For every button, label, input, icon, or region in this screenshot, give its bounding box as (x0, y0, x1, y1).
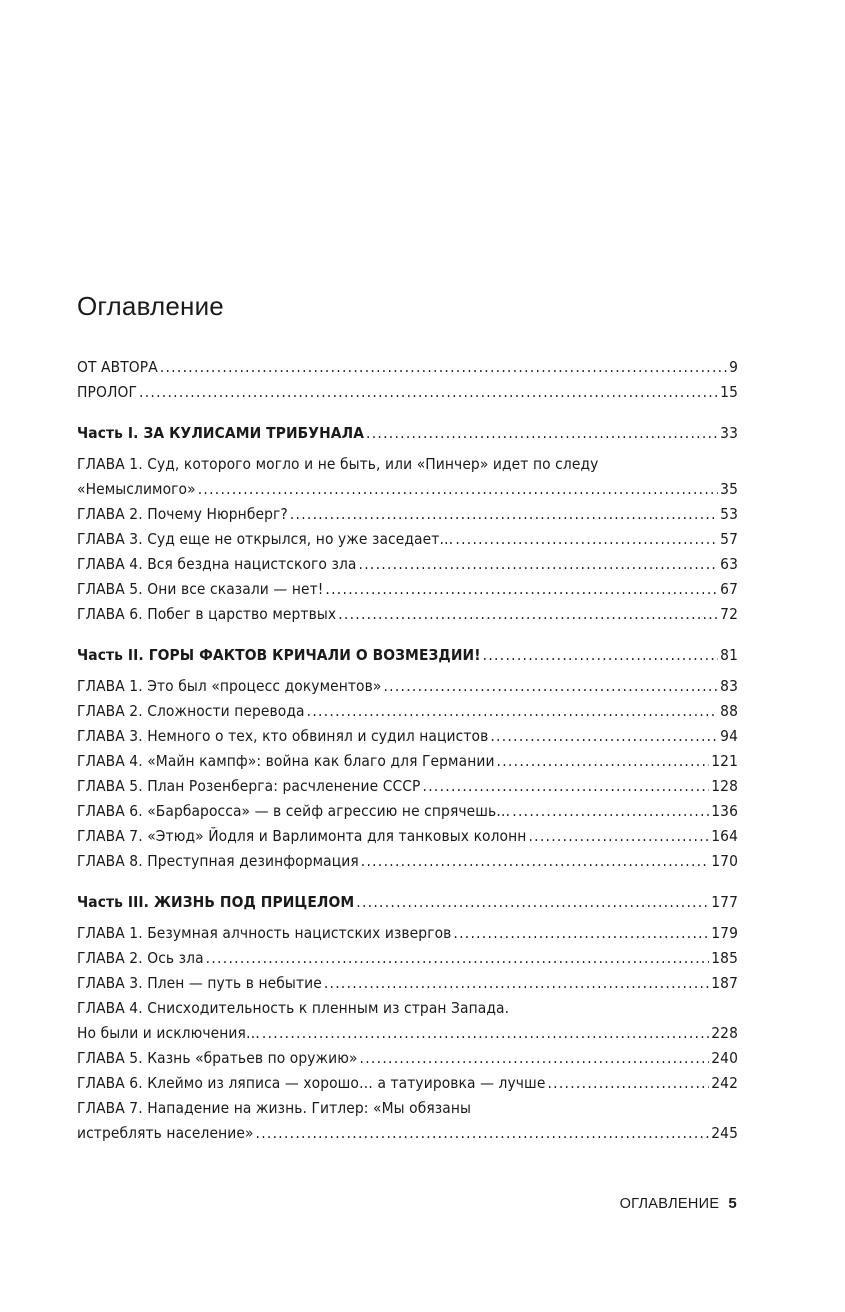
toc-chapter-title: ГЛАВА 7. «Этюд» Йодля и Варлимонта для танковых колонн (77, 827, 527, 845)
toc-chapter[interactable] (77, 577, 738, 602)
toc-chapter-title: ГЛАВА 8. Преступная дезинформация (77, 852, 359, 870)
dot-leader (528, 824, 709, 849)
toc-part-3[interactable] (77, 890, 738, 915)
toc-chapter-page: 67 (720, 580, 738, 598)
toc-chapter-page: 136 (711, 802, 738, 820)
toc-chapter-page: 53 (720, 505, 738, 523)
dot-leader (547, 1071, 709, 1096)
toc-chapter-title: ГЛАВА 4. Вся бездна нацистского зла (77, 555, 357, 573)
dot-leader (383, 674, 718, 699)
toc-chapter-title: ГЛАВА 3. Немного о тех, кто обвинял и судил нацистов (77, 727, 489, 745)
toc-chapter[interactable] (77, 971, 738, 996)
toc-chapter[interactable] (77, 921, 738, 946)
toc-chapter-title: ГЛАВА 6. Клеймо из ляписа — хорошо… а татуировка — лучше (77, 1074, 546, 1092)
toc-entry-title: ОТ АВТОРА (77, 358, 158, 376)
toc-chapter-page: 187 (711, 974, 738, 992)
dot-leader (361, 849, 709, 874)
toc-chapter[interactable] (77, 849, 738, 874)
dot-leader (490, 724, 718, 749)
toc-chapter-title: ГЛАВА 3. Суд еще не открылся, но уже заседает… (77, 530, 454, 548)
dot-leader (512, 799, 709, 824)
toc-chapter[interactable] (77, 527, 738, 552)
dot-leader (325, 577, 718, 602)
dot-leader (366, 421, 718, 446)
toc-entry-title: ПРОЛОГ (77, 383, 138, 401)
toc-part-page: 81 (720, 646, 738, 664)
running-footer (620, 1195, 737, 1212)
dot-leader (455, 527, 718, 552)
dot-leader (338, 602, 718, 627)
toc-chapter-title: ГЛАВА 1. Это был «процесс документов» (77, 677, 382, 695)
dot-leader (256, 1121, 710, 1146)
dot-leader (262, 1021, 709, 1046)
toc-chapter-page: 88 (720, 702, 738, 720)
toc-chapter[interactable] (77, 552, 738, 577)
toc-chapter-page: 63 (720, 555, 738, 573)
dot-leader (198, 477, 718, 502)
toc-chapter-page: 228 (711, 1024, 738, 1042)
toc-chapter-title: истреблять население» (77, 1124, 254, 1142)
toc-chapter[interactable] (77, 774, 738, 799)
dot-leader (206, 946, 710, 971)
toc-chapter-title: ГЛАВА 1. Безумная алчность нацистских извергов (77, 924, 452, 942)
toc-chapter-title: ГЛАВА 3. Плен — путь в небытие (77, 974, 322, 992)
toc-entry-author[interactable] (77, 355, 738, 380)
dot-leader (497, 749, 710, 774)
toc-part-1[interactable] (77, 421, 738, 446)
table-of-contents (77, 355, 738, 1146)
toc-part-title: Часть I. ЗА КУЛИСАМИ ТРИБУНАЛА (77, 424, 365, 442)
toc-chapter-page: 94 (720, 727, 738, 745)
dot-leader (139, 380, 718, 405)
toc-entry-prologue[interactable] (77, 380, 738, 405)
dot-leader (307, 699, 719, 724)
toc-chapter-title: Но были и исключения… (77, 1024, 260, 1042)
toc-chapter[interactable] (77, 699, 738, 724)
dot-leader (356, 890, 709, 915)
footer-section-label: ОГЛАВЛЕНИЕ (619, 1196, 720, 1212)
toc-part-title: Часть II. ГОРЫ ФАКТОВ КРИЧАЛИ О ВОЗМЕЗДИИ! (77, 646, 481, 664)
toc-chapter-title: ГЛАВА 2. Почему Нюрнберг? (77, 505, 288, 523)
toc-chapter-page: 121 (711, 752, 738, 770)
toc-chapter[interactable] (77, 602, 738, 627)
toc-chapter[interactable] (77, 946, 738, 971)
toc-chapter[interactable] (77, 724, 738, 749)
toc-chapter[interactable] (77, 1046, 738, 1071)
toc-chapter-page: 128 (711, 777, 738, 795)
toc-chapter-page: 170 (711, 852, 738, 870)
toc-chapter[interactable] (77, 502, 738, 527)
page-number: 5 (728, 1195, 737, 1212)
toc-chapter-page: 185 (711, 949, 738, 967)
toc-chapter-page: 240 (711, 1049, 738, 1067)
toc-chapter[interactable] (77, 1121, 738, 1146)
toc-entry-page: 15 (720, 383, 738, 401)
toc-part-title: Часть III. ЖИЗНЬ ПОД ПРИЦЕЛОМ (77, 893, 355, 911)
toc-chapter[interactable] (77, 674, 738, 699)
toc-part-page: 33 (720, 424, 738, 442)
toc-chapter-line[interactable]: ГЛАВА 1. Суд, которого могло и не быть, или «Пинчер» идет по следу (77, 455, 599, 473)
dot-leader (359, 552, 719, 577)
toc-part-2[interactable] (77, 643, 738, 668)
toc-chapter-title: ГЛАВА 6. «Барбаросса» — в сейф агрессию не спрячешь… (77, 802, 511, 820)
toc-chapter-line[interactable]: ГЛАВА 4. Снисходительность к пленным из стран Запада. (77, 999, 510, 1017)
toc-entry-page: 9 (729, 358, 738, 376)
dot-leader (453, 921, 709, 946)
toc-chapter-title: «Немыслимого» (77, 480, 196, 498)
toc-chapter[interactable] (77, 477, 738, 502)
toc-chapter[interactable] (77, 1071, 738, 1096)
toc-chapter-page: 83 (720, 677, 738, 695)
toc-chapter-title: ГЛАВА 5. Они все сказали — нет! (77, 580, 324, 598)
toc-chapter-page: 179 (711, 924, 738, 942)
toc-chapter-title: ГЛАВА 2. Сложности перевода (77, 702, 305, 720)
dot-leader (290, 502, 718, 527)
toc-chapter-title: ГЛАВА 6. Побег в царство мертвых (77, 605, 337, 623)
toc-part-page: 177 (711, 893, 738, 911)
toc-chapter[interactable] (77, 749, 738, 774)
dot-leader (483, 643, 719, 668)
toc-chapter-page: 164 (711, 827, 738, 845)
toc-chapter[interactable] (77, 799, 738, 824)
dot-leader (324, 971, 709, 996)
toc-chapter-page: 72 (720, 605, 738, 623)
toc-chapter[interactable] (77, 1021, 738, 1046)
toc-chapter-line[interactable]: ГЛАВА 7. Нападение на жизнь. Гитлер: «Мы обязаны (77, 1099, 472, 1117)
toc-chapter-title: ГЛАВА 4. «Майн кампф»: война как благо для Германии (77, 752, 495, 770)
toc-chapter[interactable] (77, 824, 738, 849)
toc-chapter-page: 245 (711, 1124, 738, 1142)
toc-chapter-page: 35 (720, 480, 738, 498)
toc-chapter-title: ГЛАВА 2. Ось зла (77, 949, 204, 967)
dot-leader (160, 355, 727, 380)
toc-chapter-page: 57 (720, 530, 738, 548)
toc-chapter-title: ГЛАВА 5. План Розенберга: расчленение СССР (77, 777, 421, 795)
toc-chapter-page: 242 (711, 1074, 738, 1092)
page-title: Оглавление (77, 291, 224, 321)
toc-chapter-title: ГЛАВА 5. Казнь «братьев по оружию» (77, 1049, 358, 1067)
dot-leader (360, 1046, 710, 1071)
dot-leader (423, 774, 710, 799)
